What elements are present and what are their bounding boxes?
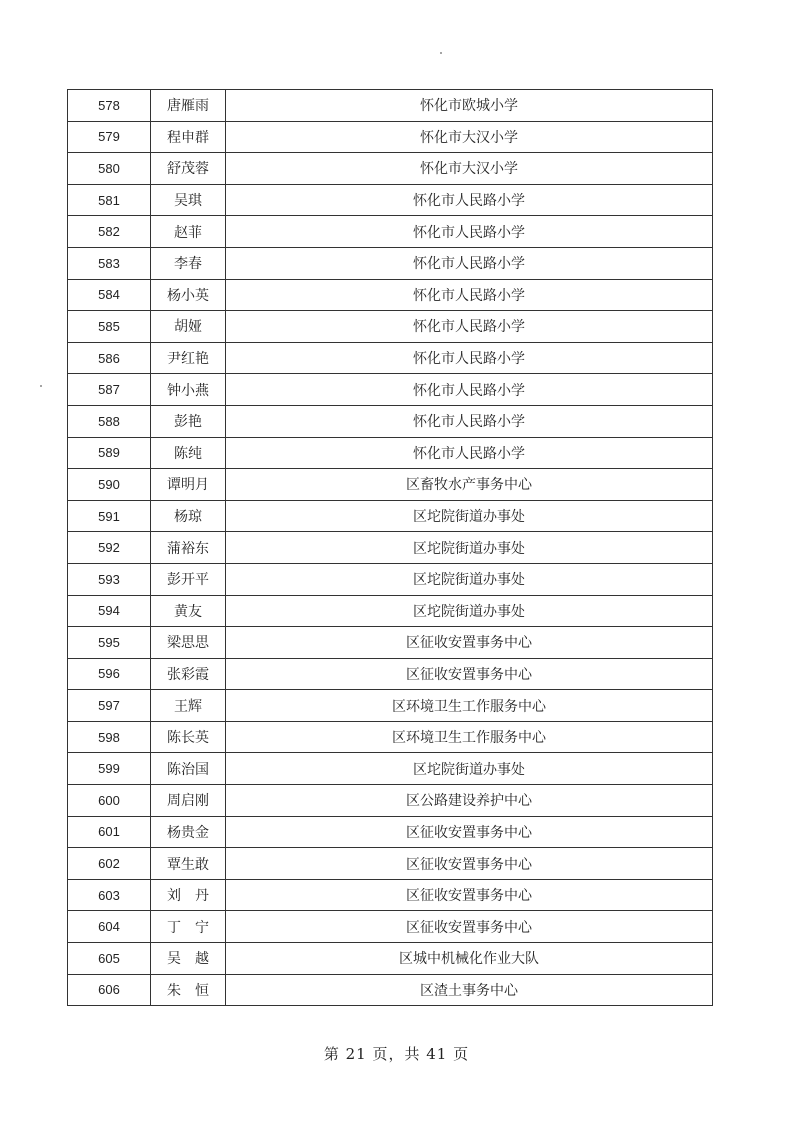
work-unit: 怀化市人民路小学 <box>226 437 713 469</box>
row-number: 584 <box>68 279 151 311</box>
page-footer <box>0 1043 793 1064</box>
person-name: 蒲裕东 <box>151 532 226 564</box>
row-number: 600 <box>68 785 151 817</box>
row-number: 587 <box>68 374 151 406</box>
row-number: 594 <box>68 595 151 627</box>
work-unit: 区坨院街道办事处 <box>226 500 713 532</box>
work-unit: 区征收安置事务中心 <box>226 627 713 659</box>
person-name: 陈纯 <box>151 437 226 469</box>
row-number: 595 <box>68 627 151 659</box>
row-number: 589 <box>68 437 151 469</box>
table-row <box>68 216 713 248</box>
row-number: 593 <box>68 563 151 595</box>
table-row <box>68 184 713 216</box>
personnel-table <box>67 89 713 1006</box>
person-name: 尹红艳 <box>151 342 226 374</box>
person-name: 程申群 <box>151 121 226 153</box>
person-name: 唐雁雨 <box>151 90 226 122</box>
table-row <box>68 247 713 279</box>
table-row <box>68 879 713 911</box>
work-unit: 区坨院街道办事处 <box>226 563 713 595</box>
row-number: 582 <box>68 216 151 248</box>
work-unit: 怀化市欧城小学 <box>226 90 713 122</box>
row-number: 597 <box>68 690 151 722</box>
person-name: 李春 <box>151 247 226 279</box>
work-unit: 怀化市人民路小学 <box>226 405 713 437</box>
row-number: 604 <box>68 911 151 943</box>
table-row <box>68 563 713 595</box>
table-row <box>68 437 713 469</box>
work-unit: 区征收安置事务中心 <box>226 658 713 690</box>
work-unit: 怀化市人民路小学 <box>226 247 713 279</box>
work-unit: 区公路建设养护中心 <box>226 785 713 817</box>
work-unit: 区渣土事务中心 <box>226 974 713 1006</box>
work-unit: 怀化市人民路小学 <box>226 374 713 406</box>
person-name: 杨琼 <box>151 500 226 532</box>
table-row <box>68 469 713 501</box>
table-row <box>68 374 713 406</box>
table-row <box>68 405 713 437</box>
table-row <box>68 342 713 374</box>
table-row <box>68 595 713 627</box>
table-row <box>68 658 713 690</box>
work-unit: 区坨院街道办事处 <box>226 532 713 564</box>
work-unit: 区环境卫生工作服务中心 <box>226 721 713 753</box>
person-name: 黄友 <box>151 595 226 627</box>
table-row <box>68 121 713 153</box>
scan-speck <box>40 385 42 387</box>
table-row <box>68 943 713 975</box>
work-unit: 怀化市人民路小学 <box>226 279 713 311</box>
person-name: 王辉 <box>151 690 226 722</box>
row-number: 585 <box>68 311 151 343</box>
work-unit: 区征收安置事务中心 <box>226 848 713 880</box>
table-row <box>68 816 713 848</box>
table-row <box>68 690 713 722</box>
row-number: 603 <box>68 879 151 911</box>
person-name: 周启刚 <box>151 785 226 817</box>
person-name: 吴琪 <box>151 184 226 216</box>
row-number: 588 <box>68 405 151 437</box>
table-row <box>68 500 713 532</box>
person-name: 彭艳 <box>151 405 226 437</box>
work-unit: 区征收安置事务中心 <box>226 911 713 943</box>
row-number: 596 <box>68 658 151 690</box>
table-row <box>68 279 713 311</box>
person-name: 钟小燕 <box>151 374 226 406</box>
work-unit: 区征收安置事务中心 <box>226 879 713 911</box>
person-name: 陈长英 <box>151 721 226 753</box>
table-row <box>68 311 713 343</box>
row-number: 598 <box>68 721 151 753</box>
table-row <box>68 90 713 122</box>
work-unit: 怀化市人民路小学 <box>226 311 713 343</box>
row-number: 583 <box>68 247 151 279</box>
row-number: 606 <box>68 974 151 1006</box>
table-row <box>68 153 713 185</box>
row-number: 602 <box>68 848 151 880</box>
person-name: 胡娅 <box>151 311 226 343</box>
person-name: 谭明月 <box>151 469 226 501</box>
table-row <box>68 785 713 817</box>
row-number: 590 <box>68 469 151 501</box>
table-row <box>68 974 713 1006</box>
person-name: 梁思思 <box>151 627 226 659</box>
table-row <box>68 627 713 659</box>
work-unit: 怀化市大汉小学 <box>226 121 713 153</box>
row-number: 579 <box>68 121 151 153</box>
row-number: 599 <box>68 753 151 785</box>
work-unit: 区城中机械化作业大队 <box>226 943 713 975</box>
person-name: 吴 越 <box>151 943 226 975</box>
table-row <box>68 911 713 943</box>
page-number-label: 第 21 页，共 41 页 <box>323 1045 470 1063</box>
work-unit: 区坨院街道办事处 <box>226 753 713 785</box>
work-unit: 区坨院街道办事处 <box>226 595 713 627</box>
person-name: 丁 宁 <box>151 911 226 943</box>
person-name: 刘 丹 <box>151 879 226 911</box>
person-name: 陈治国 <box>151 753 226 785</box>
personnel-table-body <box>68 90 713 1006</box>
row-number: 591 <box>68 500 151 532</box>
table-row <box>68 532 713 564</box>
row-number: 592 <box>68 532 151 564</box>
row-number: 605 <box>68 943 151 975</box>
person-name: 舒茂蓉 <box>151 153 226 185</box>
work-unit: 怀化市人民路小学 <box>226 216 713 248</box>
person-name: 覃生敢 <box>151 848 226 880</box>
row-number: 586 <box>68 342 151 374</box>
person-name: 杨贵金 <box>151 816 226 848</box>
work-unit: 区畜牧水产事务中心 <box>226 469 713 501</box>
table-row <box>68 848 713 880</box>
row-number: 581 <box>68 184 151 216</box>
person-name: 杨小英 <box>151 279 226 311</box>
row-number: 580 <box>68 153 151 185</box>
table-row <box>68 721 713 753</box>
scan-speck <box>440 52 442 54</box>
person-name: 张彩霞 <box>151 658 226 690</box>
person-name: 彭开平 <box>151 563 226 595</box>
work-unit: 区征收安置事务中心 <box>226 816 713 848</box>
work-unit: 怀化市人民路小学 <box>226 184 713 216</box>
work-unit: 怀化市大汉小学 <box>226 153 713 185</box>
work-unit: 怀化市人民路小学 <box>226 342 713 374</box>
table-row <box>68 753 713 785</box>
work-unit: 区环境卫生工作服务中心 <box>226 690 713 722</box>
person-name: 朱 恒 <box>151 974 226 1006</box>
row-number: 601 <box>68 816 151 848</box>
row-number: 578 <box>68 90 151 122</box>
person-name: 赵菲 <box>151 216 226 248</box>
